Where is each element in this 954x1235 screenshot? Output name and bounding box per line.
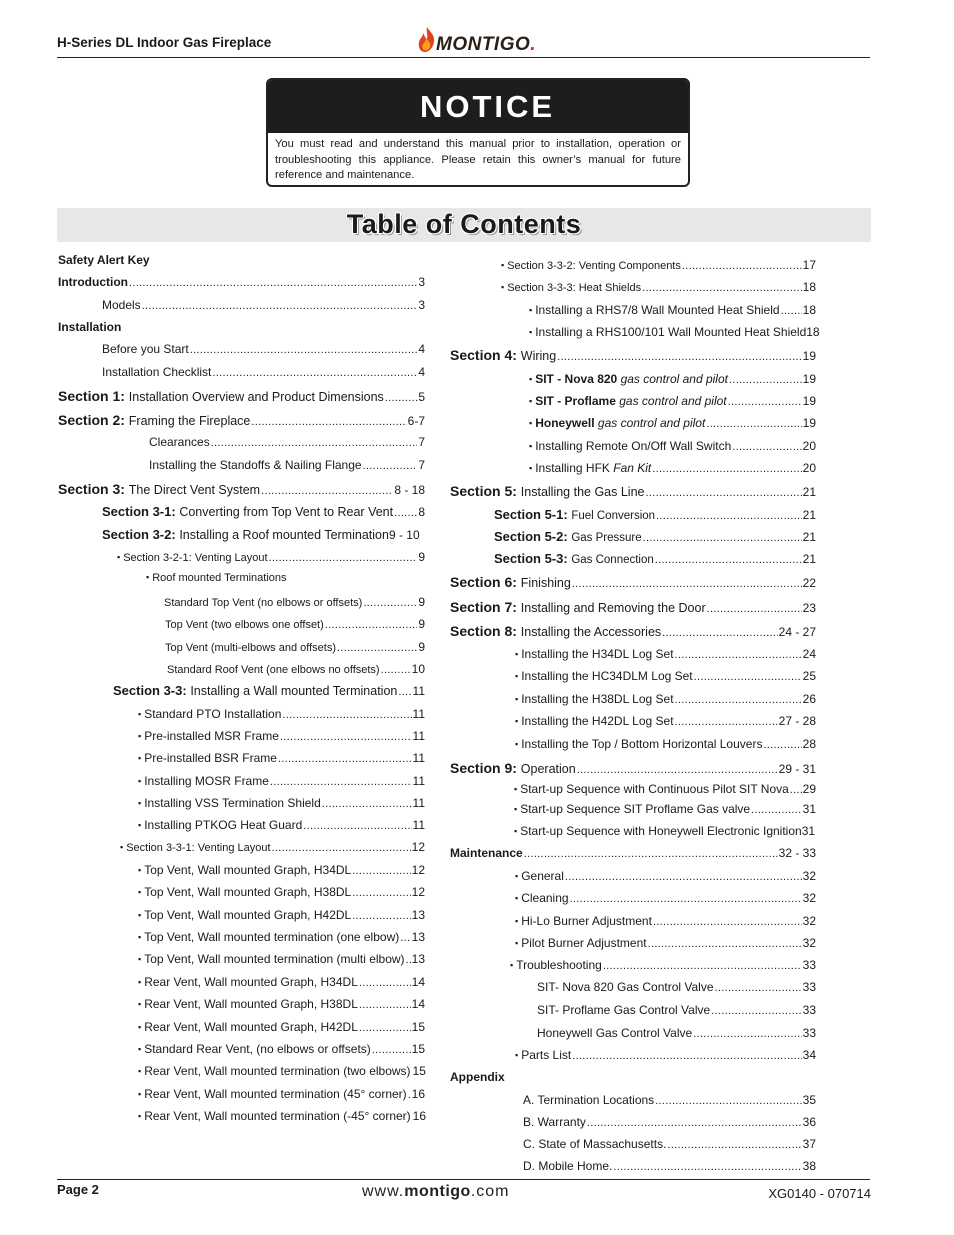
toc-entry-introduction[interactable]: Introduction ..... 3 [58,275,425,289]
toc-entry-section-5-2[interactable]: Section 5-2: Gas Pressure ..... 21 [494,529,816,544]
toc-entry-section-8[interactable]: Section 8: Installing the Accessories ..... 24 - 27 [450,623,816,639]
toc-entry-termination-locations[interactable]: A. Termination Locations ..... 35 [523,1093,816,1107]
toc-entry-cleaning[interactable]: ▪ Cleaning ..... 32 [515,891,816,905]
toc-entry-roof-mounted-terminations[interactable]: ▪ Roof mounted Terminations [146,572,287,584]
toc-entry-hfk-fan-kit[interactable]: ▪ Installing HFK Fan Kit ..... 20 [529,461,816,475]
toc-entry-standard-roof-vent[interactable]: Standard Roof Vent (one elbows no offsets) ..... 10 [167,662,425,676]
toc-entry-rear-vent-graph-h34dl[interactable]: ▪ Rear Vent, Wall mounted Graph, H34DL ..... 14 [138,975,425,989]
toc-entry-vss-shield[interactable]: ▪ Installing VSS Termination Shield ..... 11 [138,796,425,810]
toc-entry-top-vent-graph-h42dl[interactable]: ▪ Top Vent, Wall mounted Graph, H42DL ..... 13 [138,908,425,922]
toc-entry-standard-top-vent[interactable]: Standard Top Vent (no elbows or offsets) ..... 9 [164,595,425,609]
toc-entry-h38dl-log-set[interactable]: ▪ Installing the H38DL Log Set ..... 26 [515,692,816,706]
toc-heading-band [57,208,871,242]
toc-entry-section-7[interactable]: Section 7: Installing and Removing the Door ..... 23 [450,599,816,615]
toc-entry-horizontal-louvers[interactable]: ▪ Installing the Top / Bottom Horizontal Louvers ..... 28 [515,737,816,751]
toc-entry-rear-vent-graph-h38dl[interactable]: ▪ Rear Vent, Wall mounted Graph, H38DL ..... 14 [138,997,425,1011]
toc-entry-sit-proflame[interactable]: ▪ SIT - Proflame gas control and pilot ..... 19 [529,394,816,408]
toc-entry-h42dl-log-set[interactable]: ▪ Installing the H42DL Log Set ..... 27 - 28 [515,714,816,728]
document-code: XG0140 - 070714 [768,1186,871,1201]
toc-entry-top-vent-graph-h38dl[interactable]: ▪ Top Vent, Wall mounted Graph, H38DL ..... 12 [138,885,425,899]
toc-entry-sit-nova-valve[interactable]: SIT- Nova 820 Gas Control Valve ..... 33 [537,980,816,994]
toc-entry-rear-vent-minus-45-corner[interactable]: ▪ Rear Vent, Wall mounted termination (-45° corner) 16 [138,1109,427,1123]
toc-entry-sit-nova-820[interactable]: ▪ SIT - Nova 820 gas control and pilot ..... 19 [529,372,816,386]
flame-icon [416,26,438,54]
toc-entry-honeywell-valve[interactable]: Honeywell Gas Control Valve ..... 33 [537,1026,816,1040]
document-title: H-Series DL Indoor Gas Fireplace [57,35,272,50]
footer-rule [57,1179,870,1180]
notice-box [266,78,690,187]
toc-entry-section-3-3-3[interactable]: ▪ Section 3-3-3: Heat Shields ..... 18 [501,280,816,294]
toc-entry-general[interactable]: ▪ General ..... 32 [515,869,816,883]
toc-entry-mobile-home[interactable]: D. Mobile Home. ..... 38 [523,1159,816,1173]
toc-entry-section-3-2-1[interactable]: ▪ Section 3-2-1: Venting Layout ..... 9 [117,550,425,564]
toc-entry-rear-vent-graph-h42dl[interactable]: ▪ Rear Vent, Wall mounted Graph, H42DL ..... 15 [138,1020,425,1034]
toc-entry-startup-honeywell[interactable]: ▪ Start-up Sequence with Honeywell Electronic Ignition 31 [514,824,816,838]
notice-title: NOTICE [420,88,556,124]
toc-entry-hc34dlm-log-set[interactable]: ▪ Installing the HC34DLM Log Set ..... 25 [515,669,816,683]
toc-entry-remote-wall-switch[interactable]: ▪ Installing Remote On/Off Wall Switch ..... 20 [529,439,816,453]
toc-entry-safety-alert-key[interactable]: Safety Alert Key [58,253,150,267]
toc-entry-top-vent-graph-h34dl[interactable]: ▪ Top Vent, Wall mounted Graph, H34DL ..... 12 [138,863,425,877]
toc-entry-top-vent-multi-elbow[interactable]: ▪ Top Vent, Wall mounted termination (multi elbow) ..... 13 [138,952,425,966]
toc-entry-section-3-1[interactable]: Section 3-1: Converting from Top Vent to Rear Vent ..... 8 [102,504,425,519]
toc-entry-rear-vent-two-elbows[interactable]: ▪ Rear Vent, Wall mounted termination (two elbows) 15 [138,1064,426,1078]
toc-entry-standard-pto[interactable]: ▪ Standard PTO Installation ..... 11 [138,707,425,721]
notice-text: You must read and understand this manual prior to installation, operation or troubleshooting this appliance. Please retain this owner’s manual for future reference and maintenance. [275,138,681,181]
header-rule [57,57,870,58]
toc-entry-startup-sit-proflame[interactable]: ▪ Start-up Sequence SIT Proflame Gas valve ..... 31 [514,802,816,816]
toc-entry-section-6[interactable]: Section 6: Finishing ..... 22 [450,574,816,590]
toc-title: Table of Contents [346,209,582,239]
toc-entry-bsr-frame[interactable]: ▪ Pre-installed BSR Frame ..... 11 [138,751,425,765]
toc-entry-rhs100-101-heat-shield[interactable]: ▪ Installing a RHS100/101 Wall Mounted Heat Shield 18 [529,325,820,339]
page-number: Page 2 [57,1182,99,1197]
toc-entry-rear-vent-45-corner[interactable]: ▪ Rear Vent, Wall mounted termination (45° corner) ..... 16 [138,1087,425,1101]
toc-entry-section-4[interactable]: Section 4: Wiring ..... 19 [450,347,816,363]
toc-entry-top-vent-one-elbow[interactable]: ▪ Top Vent, Wall mounted termination (one elbow) ..... 13 [138,930,425,944]
toc-entry-section-5-3[interactable]: Section 5-3: Gas Connection ..... 21 [494,551,816,566]
toc-entry-msr-frame[interactable]: ▪ Pre-installed MSR Frame ..... 11 [138,729,425,743]
toc-entry-warranty[interactable]: B. Warranty ..... 36 [523,1115,816,1129]
toc-entry-h34dl-log-set[interactable]: ▪ Installing the H34DL Log Set ..... 24 [515,647,816,661]
toc-entry-honeywell[interactable]: ▪ Honeywell gas control and pilot ..... 19 [529,416,816,430]
toc-entry-section-3-3-2[interactable]: ▪ Section 3-3-2: Venting Components ..... 17 [501,258,816,272]
toc-entry-top-vent-multi-elbows[interactable]: Top Vent (multi-elbows and offsets) ..... 9 [165,640,425,654]
toc-entry-hi-lo-burner[interactable]: ▪ Hi-Lo Burner Adjustment ..... 32 [515,914,816,928]
toc-entry-installation-checklist[interactable]: Installation Checklist ..... 4 [102,365,425,379]
toc-entry-section-3[interactable]: Section 3: The Direct Vent System ..... 8 - 18 [58,481,425,497]
toc-entry-ptkog-heat-guard[interactable]: ▪ Installing PTKOG Heat Guard ..... 11 [138,818,425,832]
toc-entry-pilot-burner[interactable]: ▪ Pilot Burner Adjustment ..... 32 [515,936,816,950]
toc-entry-section-2[interactable]: Section 2: Framing the Fireplace ..... 6-7 [58,412,425,428]
toc-entry-rhs7-8-heat-shield[interactable]: ▪ Installing a RHS7/8 Wall Mounted Heat Shield ..... 18 [529,303,816,317]
toc-entry-section-3-3[interactable]: Section 3-3: Installing a Wall mounted Termination ..... 11 [113,683,425,698]
toc-entry-sit-proflame-valve[interactable]: SIT- Proflame Gas Control Valve ..... 33 [537,1003,816,1017]
toc-entry-parts-list[interactable]: ▪ Parts List ..... 34 [515,1048,816,1062]
toc-entry-maintenance[interactable]: Maintenance ..... 32 - 33 [450,846,816,860]
toc-entry-section-9[interactable]: Section 9: Operation ..... 29 - 31 [450,760,816,776]
toc-entry-section-5-1[interactable]: Section 5-1: Fuel Conversion ..... 21 [494,507,816,522]
toc-entry-massachusetts[interactable]: C. State of Massachusetts. ..... 37 [523,1137,816,1151]
toc-entry-section-5[interactable]: Section 5: Installing the Gas Line ..... 21 [450,483,816,499]
toc-entry-section-1[interactable]: Section 1: Installation Overview and Product Dimensions ..... 5 [58,388,425,404]
notice-header [268,80,688,133]
toc-entry-top-vent-two-elbows[interactable]: Top Vent (two elbows one offset) ..... 9 [165,617,425,631]
toc-entry-standoffs[interactable]: Installing the Standoffs & Nailing Flange ..... 7 [149,458,425,472]
toc-entry-appendix[interactable]: Appendix [450,1070,505,1084]
toc-entry-mosr-frame[interactable]: ▪ Installing MOSR Frame ..... 11 [138,774,425,788]
toc-entry-clearances[interactable]: Clearances ..... 7 [149,435,425,449]
toc-entry-troubleshooting[interactable]: ▪ Troubleshooting ..... 33 [510,958,816,972]
toc-entry-startup-sit-nova[interactable]: ▪ Start-up Sequence with Continuous Pilot SIT Nova ..... 29 [514,782,816,796]
toc-entry-section-3-2[interactable]: Section 3-2: Installing a Roof mounted Termination 9 - 10 [102,527,420,542]
toc-entry-section-3-3-1[interactable]: ▪ Section 3-3-1: Venting Layout ..... 12 [120,840,425,854]
toc-entry-before-you-start[interactable]: Before you Start ..... 4 [102,342,425,356]
toc-entry-models[interactable]: Models ..... 3 [102,298,425,312]
toc-entry-installation[interactable]: Installation [58,320,122,334]
website-url[interactable]: www.montigo.com [362,1183,510,1200]
toc-entry-standard-rear-vent[interactable]: ▪ Standard Rear Vent, (no elbows or offsets) ..... 15 [138,1042,425,1056]
montigo-logo: MONTIGO. [416,24,536,54]
